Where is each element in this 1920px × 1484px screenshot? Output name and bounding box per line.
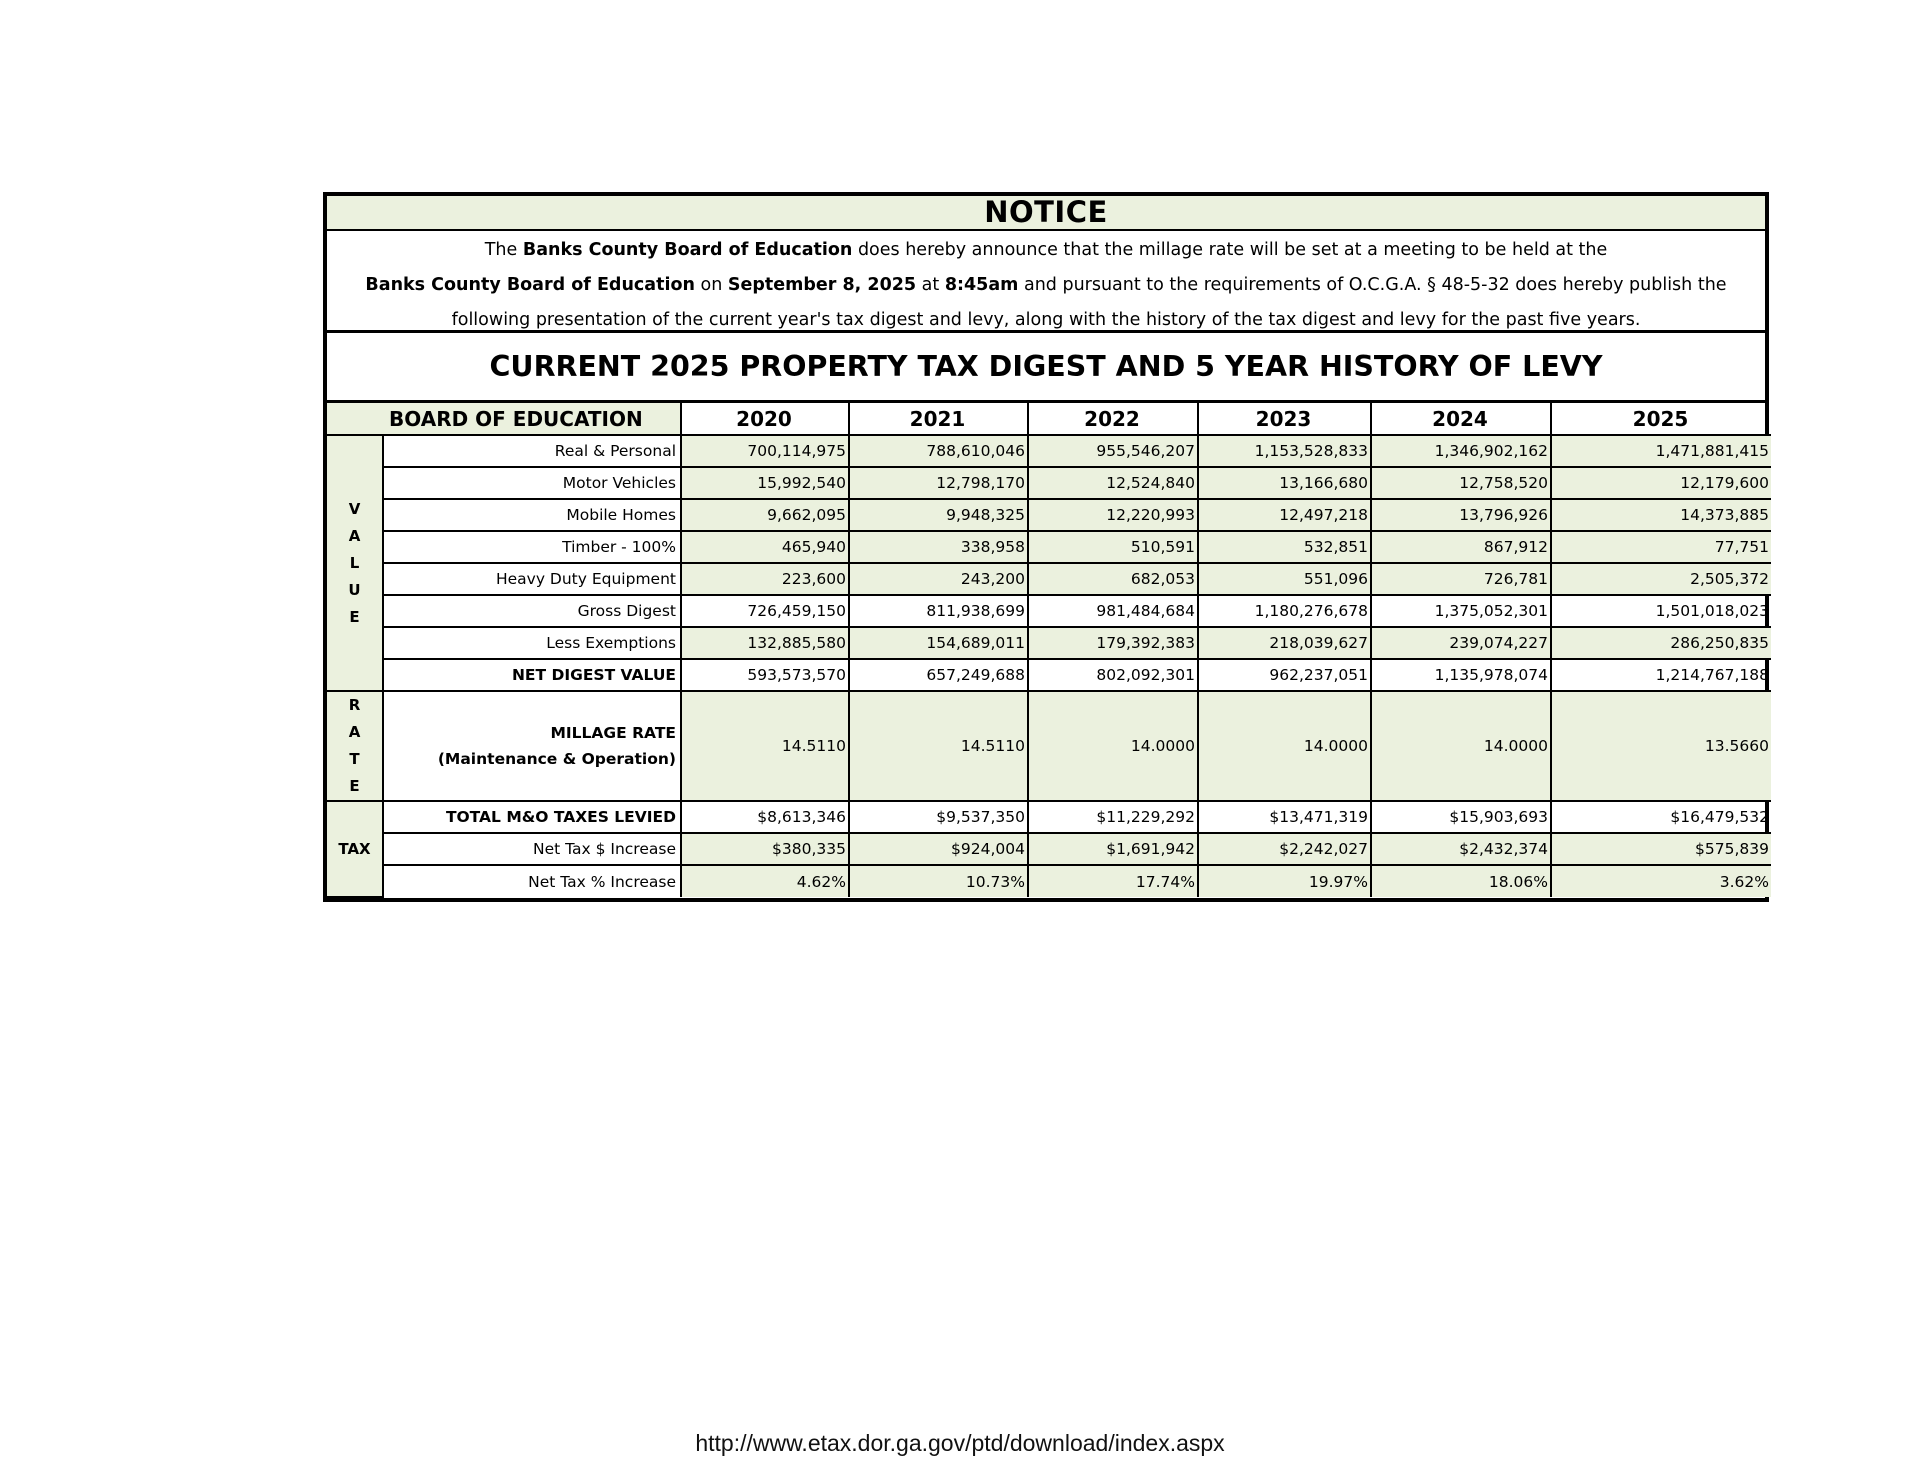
tax-cell: $11,229,292 <box>1028 801 1198 833</box>
value-cell: 12,758,520 <box>1371 467 1551 499</box>
value-row <box>327 435 1771 467</box>
tax-cell: $8,613,346 <box>681 801 849 833</box>
value-cell: 12,220,993 <box>1028 499 1198 531</box>
tax-notice-document <box>323 192 1769 902</box>
tax-cell: $2,432,374 <box>1371 833 1551 865</box>
announcement-text <box>327 231 1765 333</box>
value-row <box>327 531 1771 563</box>
tax-cell: $16,479,532 <box>1551 801 1771 833</box>
value-row <box>327 627 1771 659</box>
value-row <box>327 467 1771 499</box>
tax-cell: 19.97% <box>1198 865 1371 897</box>
millage-rate-title: MILLAGE RATE <box>550 724 676 742</box>
side-letter: A <box>348 526 361 545</box>
value-cell: 12,798,170 <box>849 467 1028 499</box>
value-cell: 13,796,926 <box>1371 499 1551 531</box>
row-label: Timber - 100% <box>383 531 681 563</box>
tax-cell: 10.73% <box>849 865 1028 897</box>
row-label: Net Tax $ Increase <box>383 833 681 865</box>
value-cell: 510,591 <box>1028 531 1198 563</box>
row-label: Less Exemptions <box>383 627 681 659</box>
millage-cell: 14.0000 <box>1028 691 1198 801</box>
row-label: Net Tax % Increase <box>383 865 681 897</box>
value-cell: 551,096 <box>1198 563 1371 595</box>
value-cell: 1,180,276,678 <box>1198 595 1371 627</box>
tax-cell: $924,004 <box>849 833 1028 865</box>
millage-cell: 14.0000 <box>1371 691 1551 801</box>
tax-cell: $15,903,693 <box>1371 801 1551 833</box>
millage-row <box>327 691 1771 801</box>
year-header: 2022 <box>1028 403 1198 435</box>
header-row <box>327 403 1771 435</box>
value-cell: 1,501,018,023 <box>1551 595 1771 627</box>
value-cell: 12,497,218 <box>1198 499 1371 531</box>
side-letter: E <box>349 777 360 795</box>
value-row <box>327 659 1771 691</box>
year-header: 2020 <box>681 403 849 435</box>
year-header: 2025 <box>1551 403 1771 435</box>
value-cell: 77,751 <box>1551 531 1771 563</box>
side-letter: R <box>348 696 361 714</box>
tax-side-label: TAX <box>327 801 383 897</box>
value-side-label <box>327 435 383 691</box>
value-cell: 867,912 <box>1371 531 1551 563</box>
tax-digest-table <box>327 403 1771 898</box>
board-of-education-header: BOARD OF EDUCATION <box>327 403 681 435</box>
footer-url: http://www.etax.dor.ga.gov/ptd/download/index.aspx <box>695 1430 1225 1456</box>
side-letter: U <box>348 580 361 599</box>
row-label: Heavy Duty Equipment <box>383 563 681 595</box>
value-cell: 962,237,051 <box>1198 659 1371 691</box>
rate-side-label <box>327 691 383 801</box>
millage-cell: 13.5660 <box>1551 691 1771 801</box>
value-cell: 700,114,975 <box>681 435 849 467</box>
row-label: Gross Digest <box>383 595 681 627</box>
year-header: 2023 <box>1198 403 1371 435</box>
value-cell: 981,484,684 <box>1028 595 1198 627</box>
tax-cell: $13,471,319 <box>1198 801 1371 833</box>
value-row <box>327 563 1771 595</box>
value-cell: 286,250,835 <box>1551 627 1771 659</box>
millage-cell: 14.5110 <box>849 691 1028 801</box>
row-label: Real & Personal <box>383 435 681 467</box>
value-cell: 9,662,095 <box>681 499 849 531</box>
year-header: 2021 <box>849 403 1028 435</box>
tax-cell: $1,691,942 <box>1028 833 1198 865</box>
value-cell: 726,459,150 <box>681 595 849 627</box>
value-cell: 179,392,383 <box>1028 627 1198 659</box>
tax-row <box>327 865 1771 897</box>
row-label: NET DIGEST VALUE <box>383 659 681 691</box>
value-cell: 682,053 <box>1028 563 1198 595</box>
value-cell: 1,135,978,074 <box>1371 659 1551 691</box>
announcement-line-3: following presentation of the current year's tax digest and levy, along with the history of the tax digest and levy for the past five years. <box>451 310 1641 330</box>
tax-cell: $2,242,027 <box>1198 833 1371 865</box>
notice-title: NOTICE <box>327 196 1765 231</box>
value-cell: 218,039,627 <box>1198 627 1371 659</box>
value-cell: 1,375,052,301 <box>1371 595 1551 627</box>
millage-cell: 14.5110 <box>681 691 849 801</box>
value-cell: 726,781 <box>1371 563 1551 595</box>
side-letter: V <box>348 499 361 518</box>
value-cell: 243,200 <box>849 563 1028 595</box>
tax-cell: $575,839 <box>1551 833 1771 865</box>
side-letter: A <box>348 723 361 741</box>
value-cell: 593,573,570 <box>681 659 849 691</box>
value-cell: 532,851 <box>1198 531 1371 563</box>
tax-cell: 4.62% <box>681 865 849 897</box>
value-cell: 14,373,885 <box>1551 499 1771 531</box>
value-row <box>327 595 1771 627</box>
value-cell: 13,166,680 <box>1198 467 1371 499</box>
tax-cell: 17.74% <box>1028 865 1198 897</box>
value-cell: 1,471,881,415 <box>1551 435 1771 467</box>
millage-rate-label <box>383 691 681 801</box>
year-header: 2024 <box>1371 403 1551 435</box>
row-label: Mobile Homes <box>383 499 681 531</box>
tax-cell: $380,335 <box>681 833 849 865</box>
value-cell: 15,992,540 <box>681 467 849 499</box>
value-cell: 12,179,600 <box>1551 467 1771 499</box>
value-cell: 788,610,046 <box>849 435 1028 467</box>
value-row <box>327 499 1771 531</box>
value-cell: 338,958 <box>849 531 1028 563</box>
side-letter: E <box>349 607 360 626</box>
value-cell: 657,249,688 <box>849 659 1028 691</box>
announcement-line-1: The Banks County Board of Education does hereby announce that the millage rate will be set at a meeting to be held at the <box>484 240 1608 260</box>
row-label: Motor Vehicles <box>383 467 681 499</box>
value-cell: 1,153,528,833 <box>1198 435 1371 467</box>
value-cell: 811,938,699 <box>849 595 1028 627</box>
digest-table-title: CURRENT 2025 PROPERTY TAX DIGEST AND 5 YEAR HISTORY OF LEVY <box>327 333 1765 403</box>
millage-cell: 14.0000 <box>1198 691 1371 801</box>
row-label: TOTAL M&O TAXES LEVIED <box>383 801 681 833</box>
value-cell: 239,074,227 <box>1371 627 1551 659</box>
tax-cell: $9,537,350 <box>849 801 1028 833</box>
tax-row <box>327 801 1771 833</box>
value-cell: 132,885,580 <box>681 627 849 659</box>
value-cell: 1,214,767,188 <box>1551 659 1771 691</box>
value-cell: 465,940 <box>681 531 849 563</box>
announcement-line-2: Banks County Board of Education on September 8, 2025 at 8:45am and pursuant to the requirements of O.C.G.A. § 48-5-32 does hereby publish the <box>365 275 1727 295</box>
value-cell: 2,505,372 <box>1551 563 1771 595</box>
value-cell: 9,948,325 <box>849 499 1028 531</box>
tax-cell: 18.06% <box>1371 865 1551 897</box>
tax-row <box>327 833 1771 865</box>
value-cell: 802,092,301 <box>1028 659 1198 691</box>
value-cell: 955,546,207 <box>1028 435 1198 467</box>
value-cell: 1,346,902,162 <box>1371 435 1551 467</box>
value-cell: 154,689,011 <box>849 627 1028 659</box>
value-cell: 223,600 <box>681 563 849 595</box>
side-letter: L <box>349 553 360 572</box>
value-cell: 12,524,840 <box>1028 467 1198 499</box>
millage-rate-subtitle: (Maintenance & Operation) <box>437 750 676 768</box>
side-letter: T <box>349 750 360 768</box>
tax-cell: 3.62% <box>1551 865 1771 897</box>
